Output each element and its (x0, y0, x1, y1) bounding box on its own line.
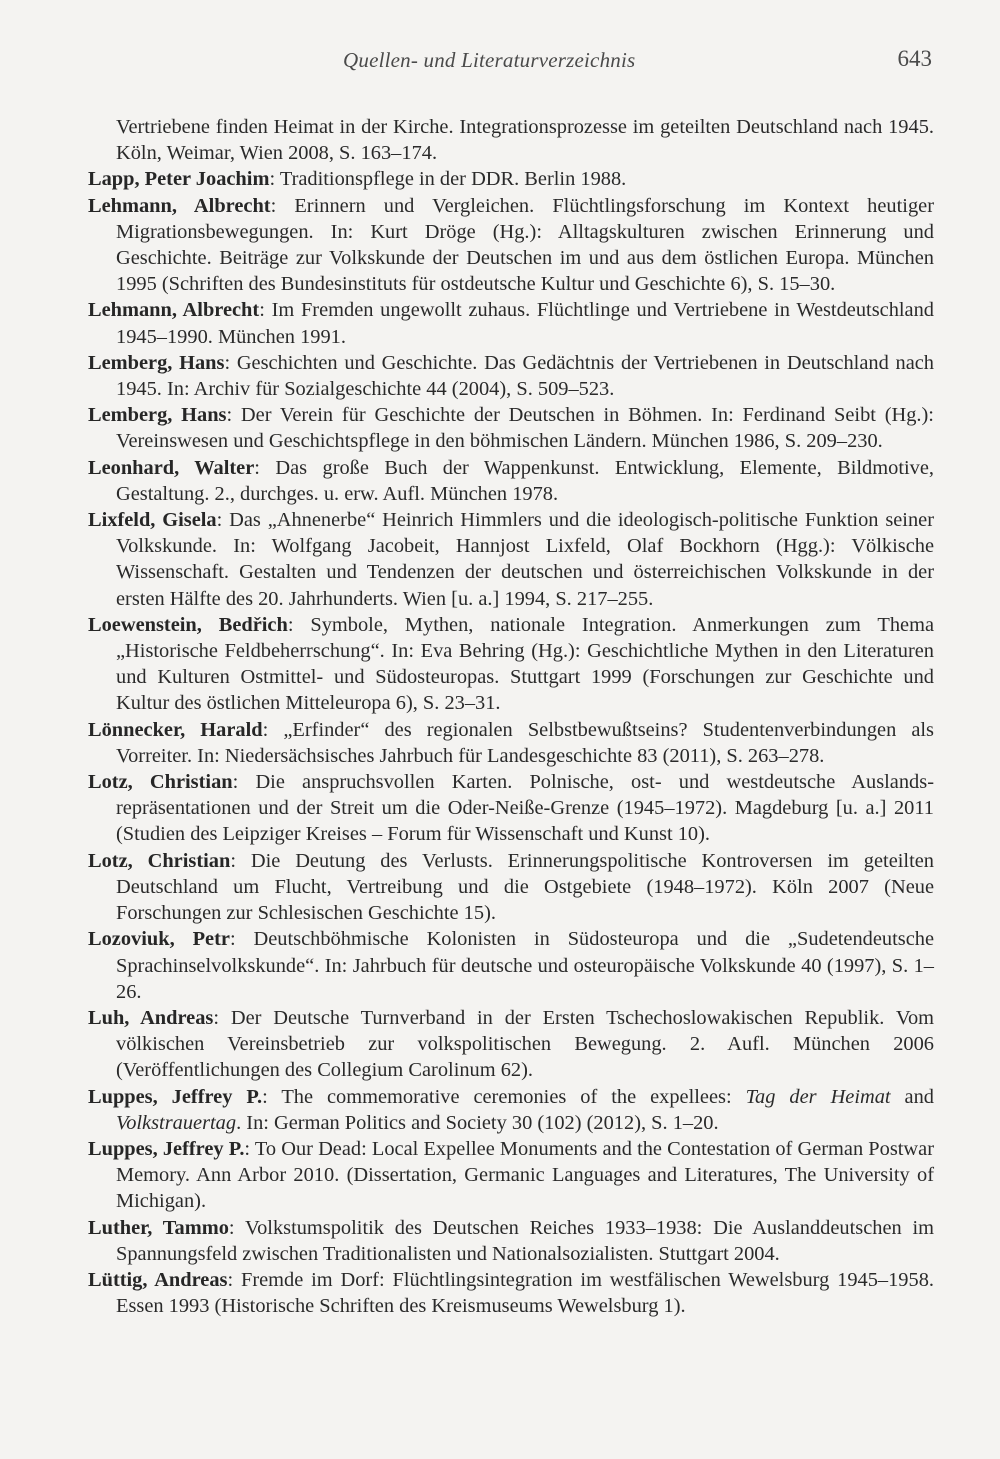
bibliography-entry (88, 769, 934, 848)
running-header (0, 46, 1000, 80)
entry-text: : Fremde im Dorf: Flüchtlingsintegration im westfälischen Wewelsburg 1945–1958. Essen 1993 (Historische Schriften des Kreismuseums Wewelsburg 1). (116, 1268, 934, 1318)
entry-author: Lüttig, Andreas (88, 1268, 228, 1291)
bibliography-entry (88, 402, 934, 454)
entry-text: : „Erfinder“ des regionalen Selbstbewußtseins? Studentenverbindungen als Vorreiter. In: Niedersächsisches Jahrbuch für Landesgeschichte 83 (2011), S. 263–278. (116, 718, 934, 767)
bibliography-entry (88, 1136, 934, 1215)
bibliography-entry (88, 193, 934, 298)
entry-text: . In: German Politics and Society 30 (102) (2012), S. 1–20. (236, 1111, 719, 1134)
entry-text: : Die anspruchsvollen Karten. Polnische, ost- und westdeutsche Auslandsrepräsentationen und der Streit um die Oder-Neiße-Grenze (1945–1972). Magdeburg [u. a.] 2011 (Studien des Leipziger Kreises – Forum für Wissenschaft und Kunst 10). (116, 771, 934, 846)
entry-author: Luther, Tammo (88, 1216, 229, 1239)
entry-author: Lozoviuk, Petr (88, 928, 230, 951)
entry-text: Vertriebene finden Heimat in der Kirche. Integrationsprozesse im geteilten Deutschland nach 1945. Köln, Weimar, Wien 2008, S. 163–174. (116, 116, 934, 165)
bibliography-entry (88, 717, 934, 769)
bibliography-entry (88, 1267, 934, 1319)
entry-author: Lotz, Christian (88, 771, 233, 794)
entry-text: : Das große Buch der Wappenkunst. Entwicklung, Elemente, Bildmotive, Gestaltung. 2., durchges. u. erw. Aufl. München 1978. (116, 456, 934, 505)
entry-text: : Die Deutung des Verlusts. Erinnerungspolitische Kontroversen im geteilten Deutschland um Flucht, Vertreibung und die Ostgebiete (1948–1972). Köln 2007 (Neue Forschungen zur Schlesischen Geschichte 15). (116, 849, 934, 925)
entry-author: Luh, Andreas (88, 1006, 214, 1029)
entry-text: : Der Verein für Geschichte der Deutschen in Böhmen. In: Ferdinand Seibt (Hg.): Vereinswesen und Geschichtspflege in den böhmischen Ländern. München 1986, S. 209–230. (116, 404, 934, 453)
entry-text: and (890, 1085, 934, 1108)
entry-author: Lehmann, Albrecht (88, 299, 260, 322)
entry-text: : Deutschböhmische Kolonisten in Südosteuropa und die „Sudetendeutsche Sprachinselvolkskunde“. In: Jahrbuch für deutsche und osteuropäische Volkskunde 40 (1997), S. 1–26. (116, 928, 935, 1003)
entry-text: : Geschichten und Geschichte. Das Gedächtnis der Vertriebenen in Deutschland nach 1945. In: Archiv für Sozialgeschichte 44 (2004), S. 509–523. (116, 351, 934, 401)
entry-text: : Volkstumspolitik des Deutschen Reiches 1933–1938: Die Auslanddeutschen im Spannungsfeld zwischen Traditionalisten und Nationalsozialisten. Stuttgart 2004. (116, 1216, 934, 1265)
entry-italic-title: Volkstrauertag (116, 1111, 237, 1134)
entry-text: : Traditionspflege in der DDR. Berlin 1988. (269, 168, 627, 191)
entry-text: : Das „Ahnenerbe“ Heinrich Himmlers und die ideologisch-politische Funktion seiner Volkskunde. In: Wolfgang Jacobeit, Hannjost Lixfeld, Olaf Bockhorn (Hgg.): Völkische Wissenschaft. Gestalten und Tendenzen der deutschen und österreichischen Volkskunde in der ersten Hälfte des 20. Jahrhunderts. Wien [u. a.] 1994, S. 217–255. (116, 509, 935, 610)
entry-author: Lemberg, Hans (88, 404, 227, 427)
entry-italic-title: Tag der Heimat (745, 1085, 891, 1108)
bibliography-entry (88, 926, 934, 1005)
bibliography-entry (88, 1215, 934, 1267)
entry-author: Lixfeld, Gisela (88, 509, 217, 532)
bibliography-entry (88, 1005, 934, 1084)
entry-author: Luppes, Jeffrey P. (88, 1085, 263, 1108)
bibliography-list (88, 114, 934, 1319)
bibliography-entry (88, 612, 934, 717)
bibliography-entry (88, 297, 934, 349)
bibliography-entry (88, 166, 934, 192)
entry-text: : Der Deutsche Turnverband in der Ersten Tschechoslowakischen Republik. Vom völkischen Vereinsbetrieb zur volkspolitischen Bewegung. 2. Aufl. München 2006 (Veröffentlichungen des Collegium Carolinum 62). (116, 1006, 934, 1082)
entry-author: Loewenstein, Bedřich (88, 613, 288, 636)
entry-text: : Erinnern und Vergleichen. Flüchtlingsforschung im Kontext heutiger Migrationsbewegungen. In: Kurt Dröge (Hg.): Alltagskulturen zwischen Erinnerung und Geschichte. Beiträge zur Volkskunde der Deutschen im und aus dem östlichen Europa. München 1995 (Schriften des Bundesinstituts für ostdeutsche Kultur und Geschichte 6), S. 15–30. (116, 194, 934, 296)
entry-text: : Im Fremden ungewollt zuhaus. Flüchtlinge und Vertriebene in Westdeutschland 1945–1990. München 1991. (116, 299, 934, 348)
bibliography-entry (88, 455, 934, 507)
entry-text: : To Our Dead: Local Expellee Monuments and the Contestation of German Postwar Memory. Ann Arbor 2010. (Dissertation, Germanic Languages and Literatures, The University of Michigan). (116, 1137, 934, 1213)
entry-author: Leonhard, Walter (88, 456, 255, 479)
bibliography-entry (88, 350, 934, 402)
bibliography-entry (88, 848, 934, 927)
running-header-title: Quellen- und Literaturverzeichnis (343, 48, 636, 72)
entry-author: Lemberg, Hans (88, 351, 225, 374)
page-number: 643 (897, 46, 932, 71)
entry-author: Lehmann, Albrecht (88, 194, 271, 217)
bibliography-entry (88, 507, 934, 612)
entry-author: Luppes, Jeffrey P. (88, 1137, 245, 1160)
entry-author: Lönnecker, Harald (88, 718, 263, 741)
entry-text: : The commemorative ceremonies of the expellees: (262, 1085, 746, 1108)
entry-text: : Symbole, Mythen, nationale Integration. Anmerkungen zum Thema „Historische Feldbeherrschung“. In: Eva Behring (Hg.): Geschichtliche Mythen in den Literaturen und Kulturen Ostmittel- und Südosteuropas. Stuttgart 1999 (Forschungen zur Geschichte und Kultur des östlichen Mitteleuropa 6), S. 23–31. (116, 613, 934, 715)
bibliography-entry (88, 1084, 934, 1136)
entry-author: Lapp, Peter Joachim (88, 168, 270, 191)
entry-author: Lotz, Christian (88, 849, 231, 872)
bibliography-entry-continuation (88, 114, 934, 166)
